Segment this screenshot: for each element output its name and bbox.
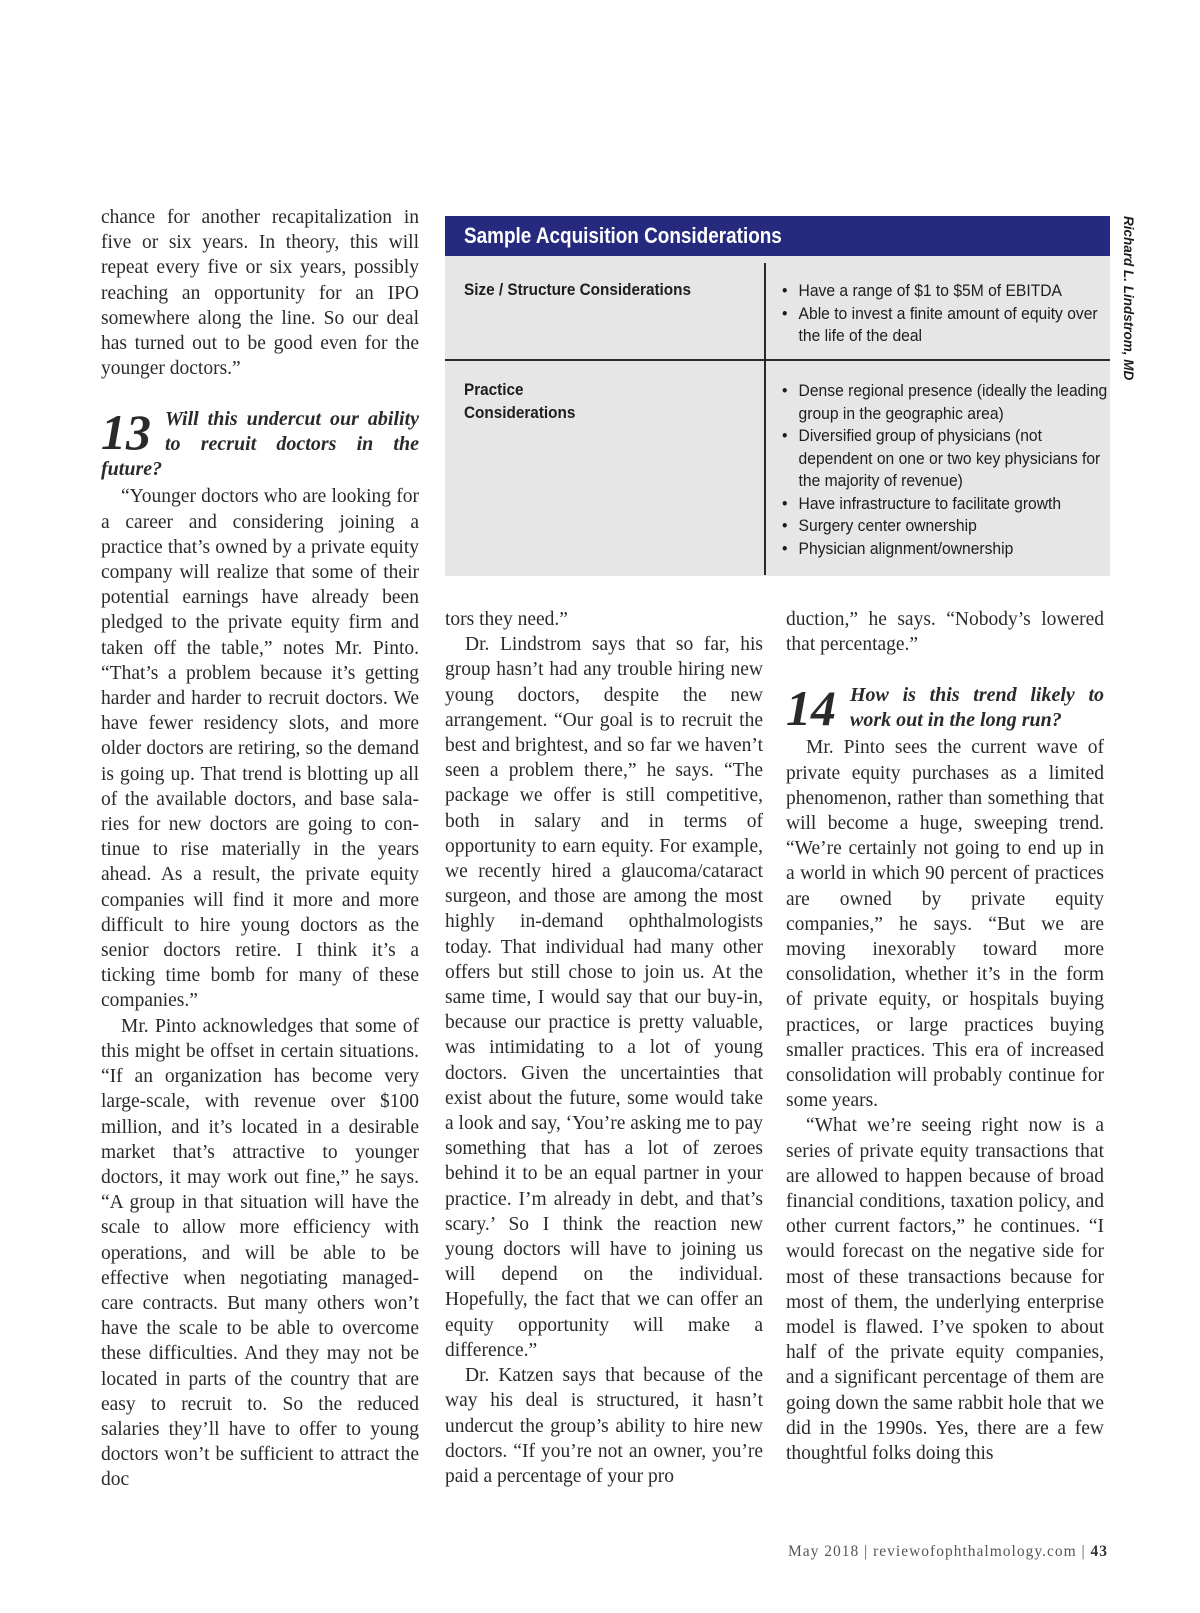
acquisition-considerations-sidebar [445, 216, 1110, 576]
sidebar-title: Sample Acquisition Considerations [464, 223, 782, 248]
row-label-line: Considerations [464, 403, 576, 422]
list-item: • Diversified group of physicians (not dependent on one or two key physicians for the majority of revenue) [782, 425, 1111, 493]
article-column-1 [101, 205, 419, 1493]
page-number: 43 [1090, 1543, 1108, 1560]
question-heading-13 [101, 404, 419, 482]
question-number: 14 [786, 680, 836, 737]
paragraph: Dr. Lindstrom says that so far, his group hasn’t had any trouble hiring new young doctors, despite the new arrangement. “Our goal is to recruit the best and brightest, and so far we haven’t seen a problem there,” he says. “The package we offer is still competitive, both in salary and in terms of opportunity to earn equity. For example, we recently hired a glaucoma/cataract surgeon, and those are among the most highly in-demand ophthalmologists today. That individual had many other offers but still chose to join us. At the same time, I would say that our buy-in, because our practice is pretty valuable, was intimidating to a lot of young doctors. Given the uncertainties that exist about the future, some would take a look and say, ‘You’re asking me to pay something that has a lot of zeroes behind it to be an equal partner in your practice. I’m already in debt, and that’s scary.’ So I think the reaction new young doctors will have to joining us will depend on the individual. Hopefully, the fact that we can offer an equity opportunity will make a difference.” [445, 634, 763, 1361]
list-item: • Able to invest a finite amount of equity over the life of the deal [782, 303, 1111, 348]
paragraph: Dr. Katzen says that because of the way his deal is structured, it hasn’t undercut the group’s ability to hire new doctors. “If you’re not an owner, you’re paid a percentage of your pro [445, 1365, 763, 1487]
photo-credit: Richard L. Lindstrom, MD [1121, 216, 1136, 381]
row-label-line: Practice [464, 380, 524, 399]
list-item: • Dense regional presence (ideally the leading group in the geographic area) [782, 380, 1111, 425]
page-footer [788, 1543, 1108, 1561]
issue-date: May 2018 [787, 1543, 860, 1560]
article-column-2 [445, 607, 763, 1489]
list-item: • Have infrastructure to facilitate growth [782, 493, 1111, 516]
column-divider [764, 263, 766, 575]
list-item: • Surgery center ownership [782, 515, 1111, 538]
row-label-size-structure: Size / Structure Considerations [464, 280, 692, 299]
question-number: 13 [101, 404, 151, 461]
paragraph: Mr. Pinto sees the current wave of private equity purchases as a limited phenomenon, rather than something that will become a huge, sweeping trend. “We’re certainly not going to end up in a world in which 90 percent of practices are owned by private equity companies,” he says. “But we are moving inexorably toward more consolidation, whether it’s in the form of private equity, or hospitals buying practices, or large practices buying smaller practices. This era of increased consolidation will probably continue for some years. [786, 737, 1104, 1112]
row-label-practice [464, 378, 575, 424]
footer-separator: | [864, 1543, 869, 1560]
size-structure-list [782, 280, 1102, 348]
list-item: • Physician alignment/ownership [782, 538, 1111, 561]
paragraph: chance for another recapitalization in five or six years. In theory, this will repeat every five or six years, possibly reaching an opportunity for an IPO somewhere along the line. So our deal has turned out to be good even for the younger doctors.” [101, 207, 419, 380]
question-text: How is this trend likely to work out in the long run? [850, 684, 1104, 732]
website: reviewofophthalmology.com [873, 1543, 1077, 1560]
question-text: Will this undercut our ability to recruit doctors in the future? [101, 408, 419, 481]
question-heading-14 [786, 680, 1104, 737]
paragraph: “Younger doctors who are looking for a career and considering joining a practice that’s owned by a private equity company will realize that some of their potential earnings have already been pledged to the private equity firm and taken off the table,” notes Mr. Pinto. “That’s a problem because it’s getting harder and harder to recruit doctors. We have fewer residency slots, and more older doctors are retiring, so the demand is going up. That trend is blotting up all of the available doctors, and base salaries for new doctors are going to continue to rise materially in the years ahead. As a result, the private equity companies will find it more and more difficult to hire young doctors as the senior doctors retire. I think it’s a ticking time bomb for many of these companies.” [101, 486, 419, 1012]
sidebar-title-bar [445, 216, 1110, 256]
paragraph: duction,” he says. “Nobody’s lowered that percentage.” [786, 609, 1104, 656]
paragraph: tors they need.” [445, 609, 568, 630]
practice-considerations-list [782, 380, 1108, 560]
paragraph: Mr. Pinto acknowledges that some of this might be offset in certain situations. “If an organization has become very large-scale, with revenue over $100 million, and it’s located in a desirable market that’s attractive to younger doctors, it may work out fine,” he says. “A group in that situation will have the scale to allow more efficiency with operations, and will be able to be effective when negotiating managed-care contracts. But many others won’t have the scale to be able to overcome these difficulties. And they may not be located in parts of the country that are easy to recruit to. So the reduced salaries they’ll have to offer to young doctors won’t be sufficient to attract the doc [101, 1015, 419, 1491]
list-item: • Have a range of $1 to $5M of EBITDA [782, 280, 1111, 303]
footer-separator: | [1081, 1543, 1086, 1560]
row-divider [445, 359, 1110, 361]
paragraph: “What we’re seeing right now is a series of private equity transactions that are allowed to happen because of broad financial conditions, taxation policy, and other current factors,” he continues. “I would forecast on the negative side for most of these transactions because for most of them, the underlying enterprise model is flawed. I’ve spoken to about half of the private equity companies, and a significant percentage of them are going down the same rabbit hole that we did in the 1990s. Yes, there are a few thoughtful folks doing this [786, 1115, 1104, 1465]
article-column-3 [786, 607, 1104, 1466]
